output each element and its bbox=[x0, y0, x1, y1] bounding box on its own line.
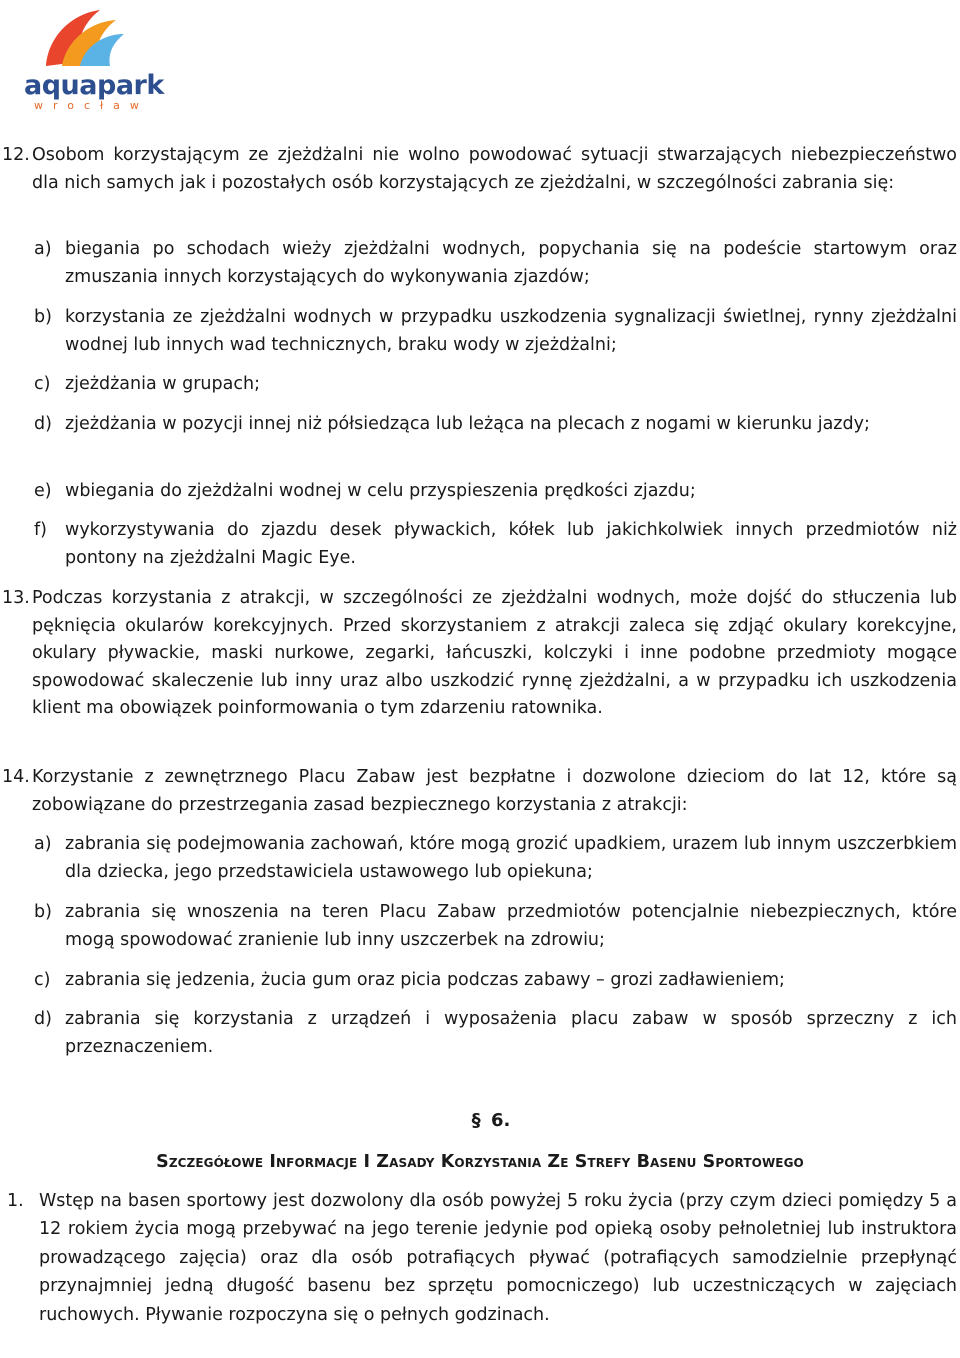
paragraph-14 bbox=[2, 764, 957, 819]
list-item-14c bbox=[34, 967, 957, 995]
item-text: korzystania ze zjeżdżalni wodnych w przypadku uszkodzenia sygnalizacji świetlnej, rynny zjeżdżalni wodnej lub innych wad technicznych, braku wody w zjeżdżalni; bbox=[65, 307, 957, 355]
list-item-12d bbox=[34, 411, 957, 439]
list-item-12a bbox=[34, 236, 957, 291]
item-label: a) bbox=[34, 239, 52, 259]
logo-wave-icon bbox=[18, 4, 148, 74]
logo-wordmark: aquapark bbox=[24, 70, 164, 101]
item-label: b) bbox=[34, 902, 52, 922]
aquapark-logo bbox=[18, 4, 164, 112]
item-text: zabrania się podejmowania zachowań, które mogą grozić upadkiem, urazem lub innym uszczerbkiem dla dziecka, jego przedstawiciela ustawowego lub opiekuna; bbox=[65, 834, 957, 882]
section-number: 6. bbox=[490, 1110, 511, 1131]
paragraph-13 bbox=[2, 585, 957, 723]
list-item-14b bbox=[34, 899, 957, 954]
paragraph-text: Osobom korzystającym ze zjeżdżalni nie wolno powodować sytuacji stwarzających niebezpieczeństwo dla nich samych jak i pozostałych osób korzystających ze zjeżdżalni, w szczególności zabrania się: bbox=[32, 145, 957, 193]
item-label: f) bbox=[34, 520, 47, 540]
paragraph-number: 14. bbox=[2, 767, 30, 787]
item-label: a) bbox=[34, 834, 52, 854]
paragraph-12 bbox=[2, 142, 957, 197]
item-label: c) bbox=[34, 970, 51, 990]
item-label: d) bbox=[34, 1009, 52, 1029]
list-item-12c bbox=[34, 371, 957, 399]
list-item-12f bbox=[34, 517, 957, 572]
paragraph-number: 12. bbox=[2, 145, 30, 165]
paragraph-text: Korzystanie z zewnętrznego Placu Zabaw jest bezpłatne i dozwolone dzieciom do lat 12, które są zobowiązane do przestrzegania zasad bezpiecznego korzystania z atrakcji: bbox=[32, 767, 957, 815]
item-label: b) bbox=[34, 307, 52, 327]
section-heading-number bbox=[0, 1110, 960, 1131]
list-item-14a bbox=[34, 831, 957, 886]
paragraph-text: Wstęp na basen sportowy jest dozwolony dla osób powyżej 5 roku życia (przy czym dzieci pomiędzy 5 a 12 rokiem życia mogą przebywać na jego terenie jedynie pod opieką osoby pełnoletniej lub instruktora prowadzącego zajęcia) oraz dla osób potrafiących pływać (potrafiących samodzielnie przepłynąć przynajmniej jedną długość basenu bez sprzętu pomocniczego) lub uczestniczących w zajęciach ruchowych. Pływanie rozpoczyna się o pełnych godzinach. bbox=[39, 1191, 957, 1325]
item-label: e) bbox=[34, 481, 52, 501]
item-label: c) bbox=[34, 374, 51, 394]
item-text: wykorzystywania do zjazdu desek pływackich, kółek lub jakichkolwiek innych przedmiotów niż pontony na zjeżdżalni Magic Eye. bbox=[65, 520, 957, 568]
list-item-12e bbox=[34, 478, 957, 506]
item-label: d) bbox=[34, 414, 52, 434]
item-text: zjeżdżania w grupach; bbox=[65, 374, 260, 394]
item-text: zjeżdżania w pozycji innej niż półsiedząca lub leżąca na plecach z nogami w kierunku jazdy; bbox=[65, 414, 870, 434]
item-text: zabrania się jedzenia, żucia gum oraz picia podczas zabawy – grozi zadławieniem; bbox=[65, 970, 785, 990]
section6-paragraph-1 bbox=[0, 1187, 957, 1329]
paragraph-text: Podczas korzystania z atrakcji, w szczególności ze zjeżdżalni wodnych, może dojść do stłuczenia lub pęknięcia okularów korekcyjnych. Przed skorzystaniem z atrakcji zaleca się zdjąć okulary korekcyjne, okulary pływackie, maski nurkowe, zegarki, łańcuszki, kolczyki i inne podobne przedmioty mogące spowodować skaleczenie lub inny uraz albo uszkodzić rynnę zjeżdżalni, a w przypadku ich uszkodzenia klient ma obowiązek poinformowania o tym zdarzeniu ratownika. bbox=[32, 588, 957, 719]
item-text: zabrania się wnoszenia na teren Placu Zabaw przedmiotów potencjalnie niebezpiecznych, które mogą spowodować zranienie lub inny uszczerbek na zdrowiu; bbox=[65, 902, 957, 950]
logo-city: wrocław bbox=[34, 99, 149, 112]
paragraph-number: 1. bbox=[7, 1191, 24, 1211]
item-text: wbiegania do zjeżdżalni wodnej w celu przyspieszenia prędkości zjazdu; bbox=[65, 481, 696, 501]
section-symbol: § bbox=[471, 1110, 481, 1131]
section-title: Szczegółowe Informacje I Zasady Korzystania Ze Strefy Basenu Sportowego bbox=[156, 1152, 804, 1172]
list-item-14d bbox=[34, 1006, 957, 1061]
paragraph-number: 13. bbox=[2, 588, 30, 608]
item-text: biegania po schodach wieży zjeżdżalni wodnych, popychania się na podeście startowym oraz zmuszania innych korzystających do wykonywania zjazdów; bbox=[65, 239, 957, 287]
list-item-12b bbox=[34, 304, 957, 359]
item-text: zabrania się korzystania z urządzeń i wyposażenia placu zabaw w sposób sprzeczny z ich przeznaczeniem. bbox=[65, 1009, 957, 1057]
